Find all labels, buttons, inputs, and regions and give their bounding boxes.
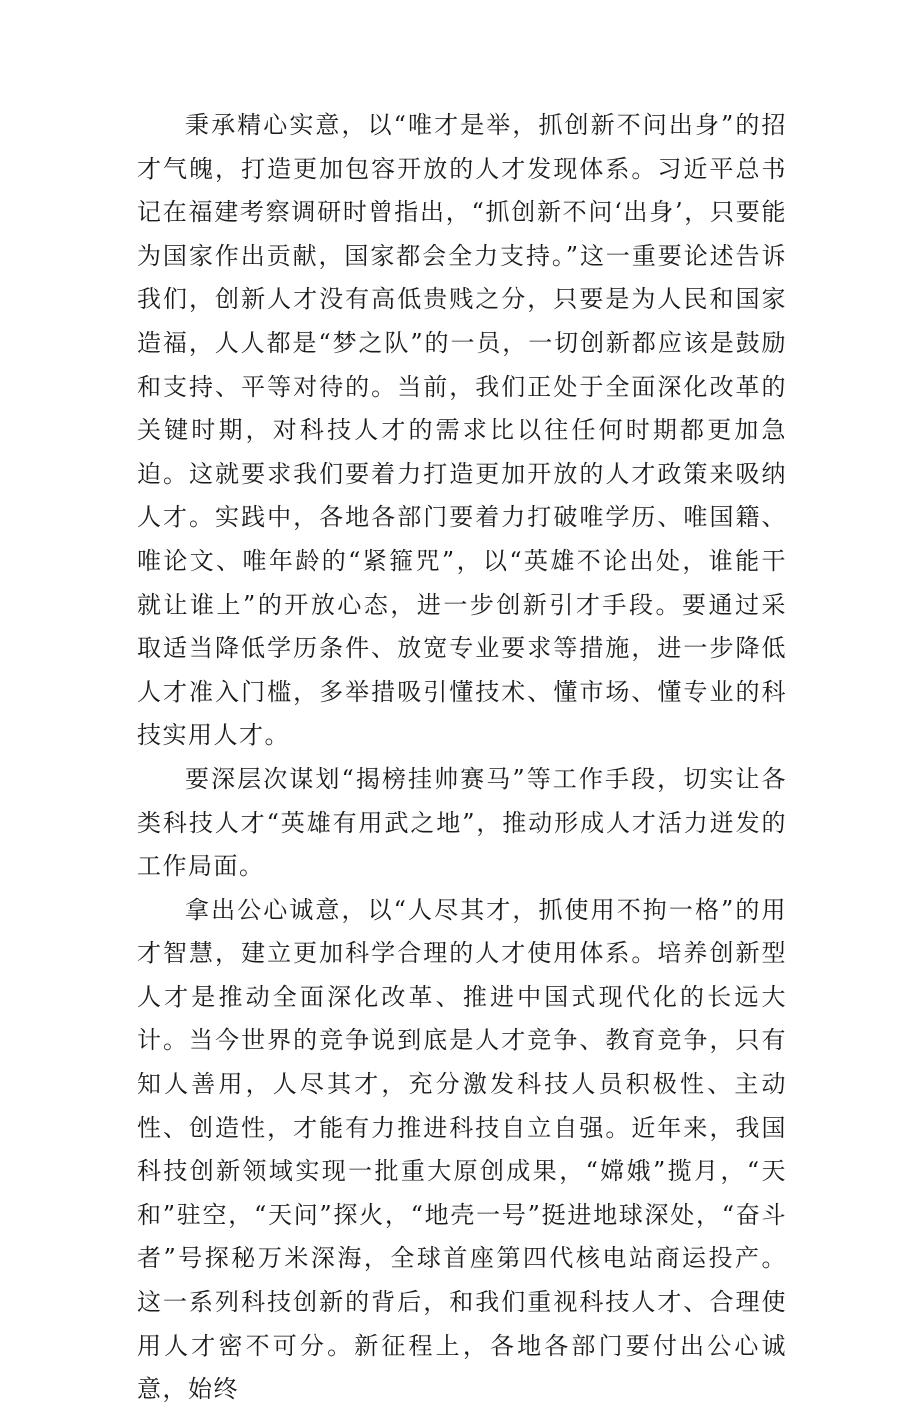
paragraph-work-methods: 要深层次谋划“揭榜挂帅赛马”等工作手段，切实让各类科技人才“英雄有用武之地”，推动形成人才活力迸发的工作局面。 [137, 764, 787, 881]
paragraph-talent-use: 拿出公心诚意，以“人尽其才，抓使用不拘一格”的用才智慧，建立更加科学合理的人才使用体系。培养创新型人才是推动全面深化改革、推进中国式现代化的长远大计。当今世界的竞争说到底是人才竞争、教育竞争，只有知人善用，人尽其才，充分激发科技人员积极性、主动性、创造性，才能有力推进科技自立自强。近年来，我国科技创新领域实现一批重大原创成果，“嫦娥”揽月，“天和”驻空，“天问”探火，“地壳一号”挺进地球深处，“奋斗者”号探秘万米深海，全球首座第四代核电站商运投产。这一系列科技创新的背后，和我们重视科技人才、合理使用人才密不可分。新征程上，各地各部门要付出公心诚意，始终 [137, 895, 787, 1404]
paragraph-talent-discovery: 秉承精心实意，以“唯才是举，抓创新不问出身”的招才气魄，打造更加包容开放的人才发现体系。习近平总书记在福建考察调研时曾指出，“抓创新不问‘出身’，只要能为国家作出贡献，国家都会全力支持。”这一重要论述告诉我们，创新人才没有高低贵贱之分，只要是为人民和国家造福，人人都是“梦之队”的一员，一切创新都应该是鼓励和支持、平等对待的。当前，我们正处于全面深化改革的关键时期，对科技人才的需求比以往任何时期都更加急迫。这就要求我们要着力打造更加开放的人才政策来吸纳人才。实践中，各地各部门要着力打破唯学历、唯国籍、唯论文、唯年龄的“紧箍咒”，以“英雄不论出处，谁能干就让谁上”的开放心态，进一步创新引才手段。要通过采取适当降低学历条件、放宽专业要求等措施，进一步降低人才准入门槛，多举措吸引懂技术、懂市场、懂专业的科技实用人才。 [137, 111, 787, 750]
body-text [137, 104, 787, 1412]
